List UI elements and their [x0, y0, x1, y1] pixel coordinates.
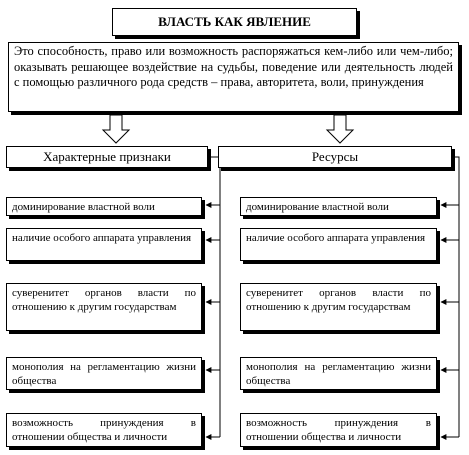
- right-item-2: наличие особого аппарата управления: [240, 228, 437, 261]
- heading-characteristics: Характерные признаки: [6, 146, 208, 168]
- diagram-title: ВЛАСТЬ КАК ЯВЛЕНИЕ: [112, 8, 357, 36]
- heading-resources: Ресурсы: [218, 146, 452, 168]
- right-item-1: доминирование властной воли: [240, 197, 437, 216]
- arrow-to-left-heading: [103, 115, 129, 143]
- arrow-to-right-heading: [327, 115, 353, 143]
- right-item-3: суверенитет органов власти по отношению к другим государствам: [240, 283, 437, 331]
- left-bus: [209, 157, 220, 437]
- right-item-5: возможность принуждения в отношении общества и личности: [240, 413, 437, 447]
- right-bus: [453, 157, 459, 437]
- left-item-5: возможность принуждения в отношении общества и личности: [6, 413, 202, 447]
- left-item-3: суверенитет органов власти по отношению к другим государствам: [6, 283, 202, 331]
- left-item-4: монополия на регламентацию жизни общества: [6, 357, 202, 390]
- right-item-4: монополия на регламентацию жизни общества: [240, 357, 437, 390]
- left-item-1: доминирование властной воли: [6, 197, 202, 216]
- definition-text: Это способность, право или возможность распоряжаться кем-либо или чем-либо; оказывать решающее воздействие на судьбы, поведение или деятельность людей с помощью различного рода средств – права, авторитета, воли, принуждения: [8, 42, 459, 112]
- left-item-2: наличие особого аппарата управления: [6, 228, 202, 261]
